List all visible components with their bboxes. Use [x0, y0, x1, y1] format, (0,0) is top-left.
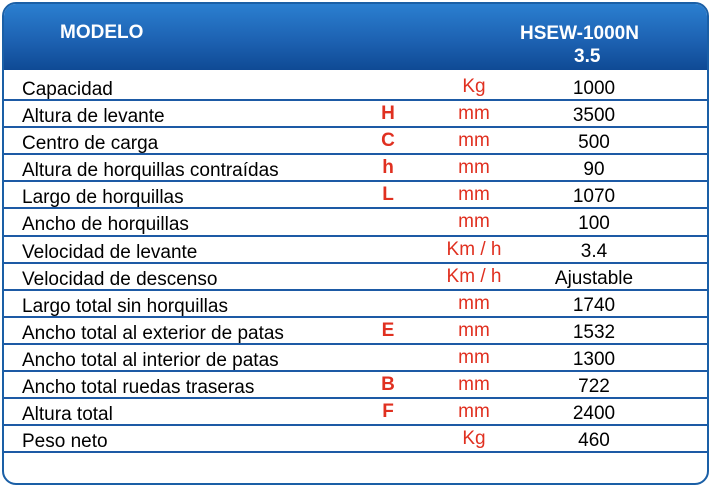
unit-label: Km / h: [446, 238, 502, 260]
spec-value: 90: [583, 159, 605, 181]
dimension-symbol: L: [382, 184, 394, 206]
table-row: [4, 128, 707, 155]
table-row: [4, 237, 707, 264]
unit-label: Km / h: [446, 265, 502, 287]
table-row: [4, 372, 707, 399]
model-column-label: MODELO: [60, 22, 144, 43]
spec-label: Capacidad: [22, 79, 113, 100]
table-row: [4, 399, 707, 426]
table-row: [4, 182, 707, 209]
dimension-symbol: B: [381, 374, 395, 396]
dimension-symbol: F: [382, 401, 394, 423]
dimension-symbol: h: [382, 157, 394, 179]
spec-value: Ajustable: [554, 267, 634, 289]
model-name-line2: 3.5: [574, 46, 601, 67]
spec-label: Ancho de horquillas: [22, 214, 189, 236]
spec-rows: [4, 74, 707, 453]
spec-value: 3500: [572, 105, 616, 127]
unit-label: mm: [458, 157, 490, 179]
unit-label: Kg: [462, 428, 486, 450]
unit-label: mm: [458, 374, 490, 396]
spec-value: 3.4: [580, 240, 608, 262]
spec-label: Velocidad de descenso: [22, 268, 218, 290]
spec-label: Altura de levante: [22, 106, 165, 128]
spec-table: [2, 2, 709, 485]
table-row: [4, 264, 707, 291]
spec-value: 460: [578, 430, 610, 452]
unit-label: Kg: [462, 76, 486, 97]
spec-value: 500: [578, 132, 610, 154]
table-header: [4, 4, 707, 70]
spec-label: Altura total: [22, 404, 113, 426]
spec-label: Altura de horquillas contraídas: [22, 160, 279, 182]
dimension-symbol: C: [381, 130, 395, 152]
table-row: [4, 74, 707, 101]
unit-label: mm: [458, 211, 490, 233]
table-row: [4, 345, 707, 372]
spec-value: 1740: [572, 294, 616, 316]
spec-label: Largo de horquillas: [22, 187, 184, 209]
unit-label: mm: [458, 346, 490, 368]
model-name-line1: HSEW-1000N: [520, 23, 639, 44]
spec-value: 1300: [572, 348, 616, 370]
spec-label: Ancho total ruedas traseras: [22, 377, 255, 399]
spec-value: 1000: [572, 78, 616, 99]
dimension-symbol: H: [381, 103, 395, 125]
table-row: [4, 291, 707, 318]
table-row: [4, 209, 707, 236]
table-row: [4, 101, 707, 128]
unit-label: mm: [458, 292, 490, 314]
spec-label: Velocidad de levante: [22, 241, 198, 263]
unit-label: mm: [458, 319, 490, 341]
model-name: [520, 22, 639, 68]
unit-label: mm: [458, 184, 490, 206]
spec-label: Peso neto: [22, 431, 108, 453]
unit-label: mm: [458, 103, 490, 125]
spec-label: Largo total sin horquillas: [22, 295, 228, 317]
spec-value: 100: [578, 213, 610, 235]
spec-value: 722: [578, 376, 610, 398]
spec-label: Centro de carga: [22, 133, 159, 155]
unit-label: mm: [458, 401, 490, 423]
table-row: [4, 318, 707, 345]
unit-label: mm: [458, 130, 490, 152]
dimension-symbol: E: [381, 319, 395, 341]
spec-value: 1532: [572, 321, 616, 343]
spec-value: 2400: [572, 403, 616, 425]
spec-label: Ancho total al interior de patas: [22, 349, 279, 371]
spec-label: Ancho total al exterior de patas: [22, 322, 284, 344]
table-row: [4, 155, 707, 182]
table-row: [4, 426, 707, 453]
spec-value: 1070: [572, 186, 616, 208]
